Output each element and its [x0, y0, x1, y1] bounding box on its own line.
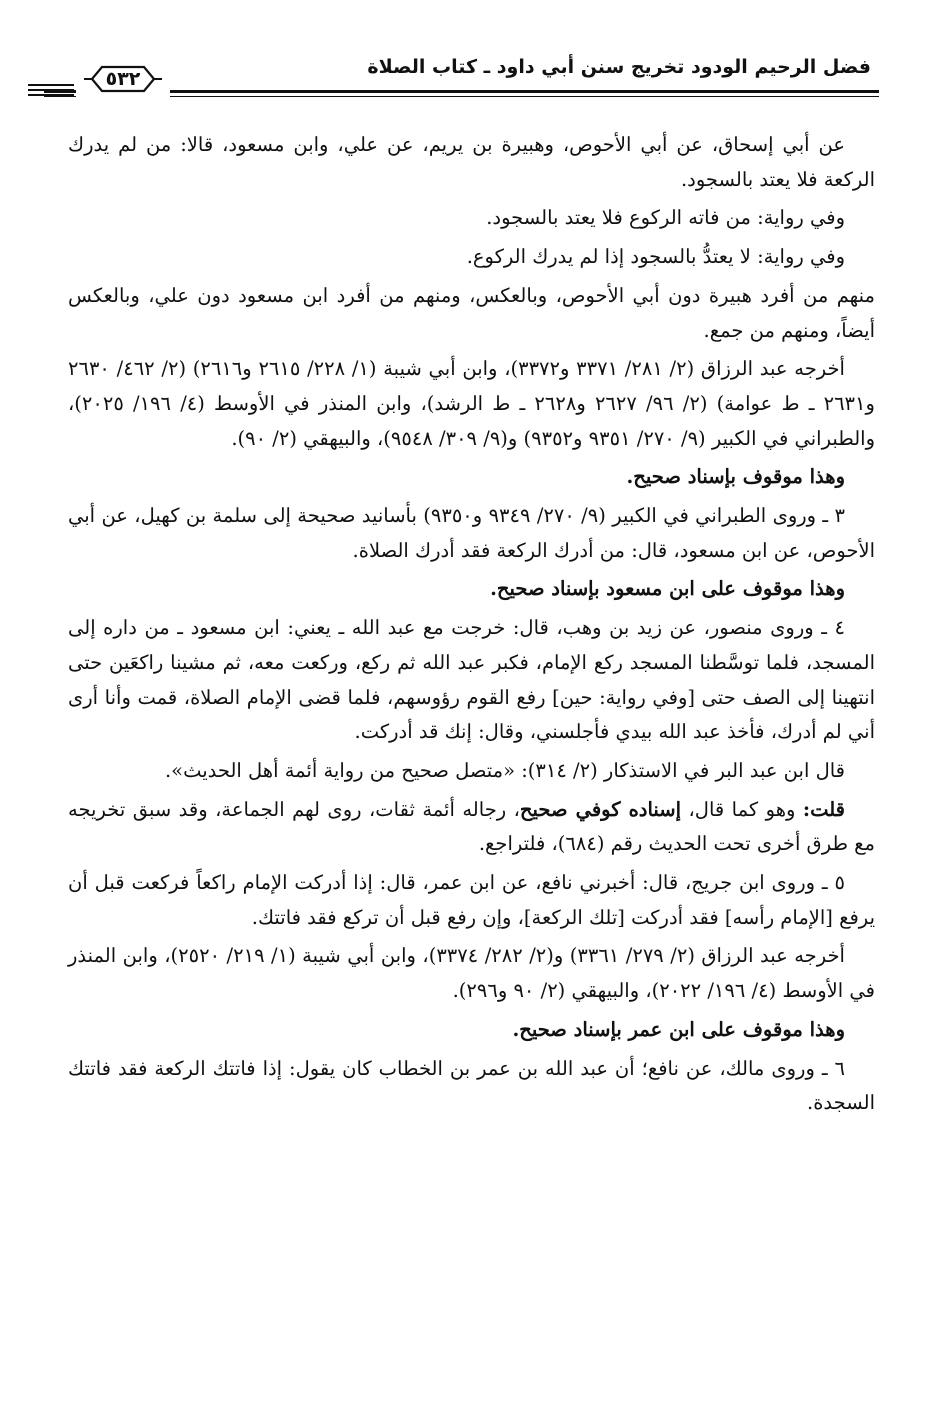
numbered-narration-4: ٤ ـ وروى منصور، عن زيد بن وهب، قال: خرجت مع عبد الله ـ يعني: ابن مسعود ـ من داره إلى المسجد، فلما توسَّطنا المسجد ركع الإمام، فكبر عبد الله ثم ركع، وركعت معه، ثم مشينا راكعَين حتى انتهينا إلى الصف حتى [وفي رواية: حين] رفع القوم رؤوسهم، فلما قضى الإمام الصلاة، قمت وأنا أرى أني لم أدرك، فأخذ عبد الله بيدي فأجلسني، وقال: إنك قد أدركت. — [68, 616, 875, 744]
page-header — [44, 50, 879, 110]
header-ornament-lines — [28, 84, 74, 102]
page-number-frame — [84, 64, 162, 94]
comment-text: ، رجاله أئمة ثقات، روى لهم الجماعة، وقد سبق تخريجه مع طرق أخرى تحت الحديث رقم (٦٨٤)، فلتراجع. — [68, 797, 875, 856]
comment-label: قلت: — [802, 797, 845, 821]
paragraph: وفي رواية: من فاته الركوع فلا يعتد بالسجود. — [486, 206, 845, 230]
grading-line: وهذا موقوف على ابن عمر بإسناد صحيح. — [512, 1017, 845, 1041]
paragraph: عن أبي إسحاق، عن أبي الأحوص، وهبيرة بن يريم، عن علي، وابن مسعود، قالا: من لم يدرك الركعة فلا يعتد بالسجود. — [68, 133, 875, 191]
paragraph: منهم من أفرد هبيرة دون أبي الأحوص، وبالعكس، ومنهم من أفرد ابن مسعود دون علي، وبالعكس أيضاً، ومنهم من جمع. — [68, 283, 875, 342]
author-comment — [68, 793, 875, 862]
numbered-narration-6: ٦ ـ وروى مالك، عن نافع؛ أن عبد الله بن عمر بن الخطاب كان يقول: إذا فاتتك الركعة فقد فاتتك السجدة. — [68, 1056, 875, 1115]
paragraph: وفي رواية: لا يعتدُّ بالسجود إذا لم يدرك الركوع. — [466, 245, 845, 269]
comment-emphasis: إسناده كوفي صحيح — [519, 797, 682, 821]
grading-line: وهذا موقوف بإسناد صحيح. — [626, 465, 845, 489]
page-number: ٥٣٢ — [105, 68, 141, 90]
citation-paragraph: أخرجه عبد الرزاق (٢/ ٢٨١/ ٣٣٧١ و٣٣٧٢)، وابن أبي شيبة (١/ ٢٢٨/ ٢٦١٥ و٢٦١٦) (٢/ ٤٦٢/ ٢٦٣٠ و٢٦٣١ ـ ط عوامة) (٢/ ٩٦/ ٢٦٢٧ و٢٦٢٨ ـ ط الرشد)، وابن المنذر في الأوسط (٤/ ١٩٦/ ٢٠٢٥)، والطبراني في الكبير (٩/ ٢٧٠/ ٩٣٥١ و٩٣٥٢) و(٩/ ٣٠٩/ ٩٥٤٨)، والبيهقي (٢/ ٩٠). — [68, 357, 875, 450]
citation-paragraph: أخرجه عبد الرزاق (٢/ ٢٧٩/ ٣٣٦١) و(٢/ ٢٨٢/ ٣٣٧٤)، وابن أبي شيبة (١/ ٢١٩/ ٢٥٢٠)، وابن المنذر في الأوسط (٤/ ١٩٦/ ٢٠٢٢)، والبيهقي (٢/ ٩٠ و٢٩٦). — [68, 944, 875, 1003]
numbered-narration-5: ٥ ـ وروى ابن جريج، قال: أخبرني نافع، عن ابن عمر، قال: إذا أدركت الإمام راكعاً فركعت قبل أن يرفع [الإمام رأسه] فقد أدركت [تلك الركعة]، وإن رفع قبل أن تركع فقد فاتتك. — [68, 871, 875, 929]
running-title: فضل الرحيم الودود تخريج سنن أبي داود ـ كتاب الصلاة — [367, 56, 871, 78]
numbered-narration-3: ٣ ـ وروى الطبراني في الكبير (٩/ ٢٧٠/ ٩٣٤٩ و٩٣٥٠) بأسانيد صحيحة إلى سلمة بن كهيل، عن أبي الأحوص، عن ابن مسعود، قال: من أدرك الركعة فقد أدرك الصلاة. — [68, 504, 875, 562]
page-body — [68, 128, 875, 1125]
quotation-paragraph: قال ابن عبد البر في الاستذكار (٢/ ٣١٤): «متصل صحيح من رواية أئمة أهل الحديث». — [164, 758, 845, 782]
grading-line: وهذا موقوف على ابن مسعود بإسناد صحيح. — [490, 577, 845, 601]
comment-text: وهو كما قال، — [681, 797, 803, 821]
